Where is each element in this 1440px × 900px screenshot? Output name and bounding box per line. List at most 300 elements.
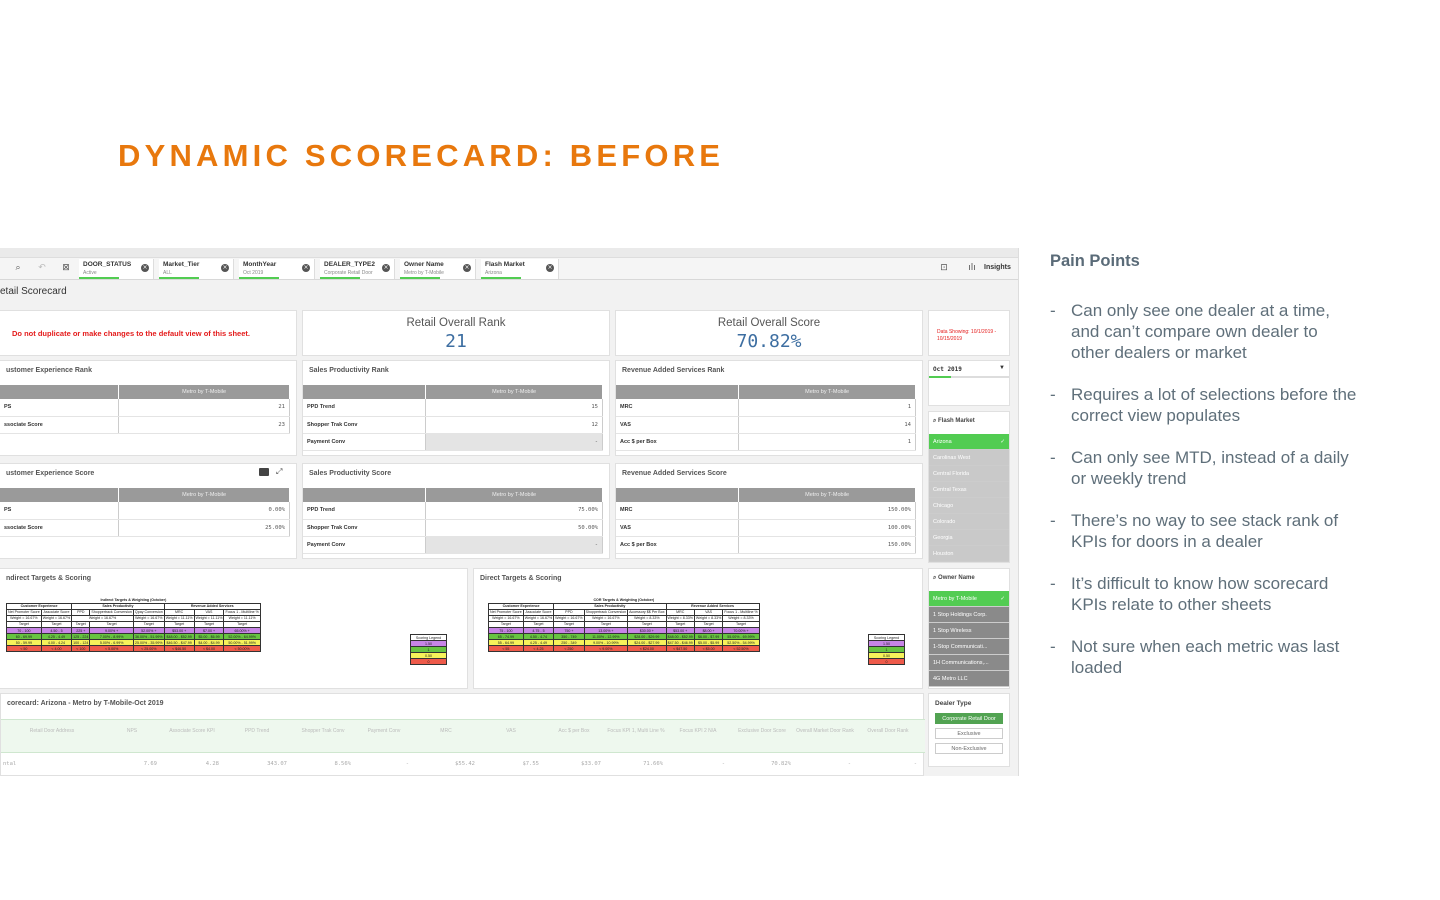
selection-chip[interactable]	[320, 259, 395, 279]
column-header[interactable]: NPS	[126, 728, 138, 734]
filter-item-label: 1 Stop Holdings Corp.	[933, 612, 987, 618]
chip-field: Flash Market	[485, 261, 525, 268]
target-cell: 9.00% +	[90, 627, 134, 633]
table-title: corecard: Arizona - Metro by T-Mobile-Oct 2019	[7, 700, 164, 707]
total-cell: 343.07	[267, 761, 287, 767]
metric-header: Net Promoter Score	[490, 610, 522, 615]
column-header[interactable]: Overall Market Door Rank	[796, 728, 854, 734]
table-row	[0, 502, 290, 519]
metric-table	[303, 488, 603, 554]
data-showing-text: Data Showing: 10/1/2019 - 10/15/2019	[937, 329, 997, 342]
metric-header: MRC	[164, 609, 194, 615]
target-cell: 225 +	[72, 627, 90, 633]
direct-targets-panel	[473, 568, 923, 689]
target-cell: < 55	[489, 646, 524, 652]
target-cell: $6.00 - $7.99	[694, 634, 722, 640]
weight-cell: Weight = 16.67%	[555, 616, 583, 621]
weight-cell: Weight = 11.11%	[165, 616, 193, 621]
rank-panel	[0, 360, 297, 456]
column-header[interactable]: Retail Door Address	[29, 728, 75, 734]
metric-header: PPD	[72, 609, 90, 615]
target-label: Target	[133, 621, 164, 627]
target-label: Target	[164, 621, 194, 627]
target-cell: 750 +	[554, 627, 584, 633]
column-header[interactable]: Acc $ per Box	[558, 728, 590, 734]
metric-header: Associate Score	[41, 609, 71, 615]
target-cell: 11.00% - 12.99%	[584, 634, 628, 640]
total-cell: $55.42	[455, 761, 475, 767]
overall-score-kpi	[615, 310, 923, 356]
target-cell: $7.00 +	[194, 627, 224, 633]
clear-selections-icon[interactable]: ⊠	[62, 263, 70, 273]
close-icon[interactable]: ×	[303, 264, 309, 271]
bullet-dash: -	[1050, 301, 1056, 320]
column-header: Metro by T-Mobile	[119, 488, 290, 502]
chip-field: Owner Name	[404, 261, 444, 268]
selection-chip[interactable]	[400, 259, 476, 279]
kpi-label: Retail Overall Rank	[406, 317, 506, 329]
pain-point-text: Not sure when each metric was last loaded	[1071, 637, 1340, 677]
metric-header: Accessory $$ Per Box	[629, 610, 665, 615]
chip-field: DEALER_TYPE2	[324, 261, 375, 268]
app-toolbar	[0, 248, 1019, 258]
owner-name-label: Owner Name	[938, 575, 975, 581]
target-cell: $46.50 - $47.99	[164, 640, 194, 646]
search-icon[interactable]: ⌕	[933, 575, 939, 581]
chip-value: Corporate Retail Door	[324, 270, 373, 276]
pain-point-item	[1050, 447, 1360, 489]
filter-item-label: 1H Communications,...	[933, 660, 989, 666]
rank-panel	[302, 360, 610, 456]
target-cell: 52.00% - 64.99%	[224, 634, 260, 640]
selection-state-bar	[239, 277, 279, 279]
chip-value: Oct 2019	[243, 270, 264, 276]
target-cell: $53.00 +	[666, 627, 694, 633]
metric-value: 1	[739, 433, 916, 450]
filter-item-label: Central Texas	[933, 487, 967, 493]
pain-point-text: Can only see one dealer at a time, and can’t compare own dealer to other dealers or market	[1071, 301, 1330, 362]
targets-caption: COR Targets & Weighting (October)	[489, 597, 760, 603]
target-cell: 4.25 - 4.49	[523, 640, 553, 646]
column-header[interactable]: Shopper Trak Conv	[301, 728, 345, 734]
total-cell: -	[405, 761, 409, 767]
pain-point-text: It’s difficult to know how scorecard KPIs relate to other sheets	[1071, 574, 1329, 614]
legend-title: Scoring Legend	[411, 635, 447, 641]
filter-item[interactable]	[929, 655, 1009, 671]
target-cell: < $46.50	[164, 646, 194, 652]
warning-panel	[0, 310, 297, 356]
bullet-dash: -	[1050, 448, 1056, 467]
weight-cell: Weight = 8.33%	[695, 616, 722, 621]
target-cell: < $24.00	[628, 646, 666, 652]
group-header: Customer Experience	[489, 603, 554, 609]
selection-tool-icon[interactable]: ⊡	[940, 263, 948, 273]
target-cell: $24.00 - $27.99	[628, 640, 666, 646]
target-cell: $48.00 - $52.99	[164, 634, 194, 640]
selection-state-bar	[320, 277, 360, 279]
table-row	[616, 416, 916, 433]
total-cell: $33.07	[581, 761, 601, 767]
pain-point-item	[1050, 510, 1360, 552]
target-cell: 70.00% +	[723, 627, 759, 633]
filter-item-label: Colorado	[933, 519, 956, 525]
selection-state-bar	[79, 277, 119, 279]
target-cell: 100 - 124	[73, 640, 89, 645]
sheet-title: etail Scorecard	[0, 286, 67, 297]
target-cell: 36.00% - 51.99%	[135, 634, 163, 639]
kpi-label: Retail Overall Score	[717, 317, 821, 329]
column-header: Metro by T-Mobile	[426, 488, 603, 502]
snapshot-icon[interactable]	[259, 468, 269, 476]
metric-label: PS	[0, 502, 119, 519]
smart-search-icon[interactable]: ⌕	[15, 263, 21, 273]
flash-market-filter[interactable]	[928, 411, 1010, 563]
metric-label: Payment Conv	[303, 536, 426, 553]
dealer-type-filter[interactable]	[928, 693, 1010, 767]
kpi-value: 21	[445, 331, 467, 352]
metric-table	[0, 385, 290, 434]
target-label: Target	[523, 621, 553, 627]
target-cell: < $4.00	[194, 646, 224, 652]
target-row	[489, 646, 760, 652]
filter-item[interactable]	[929, 591, 1009, 607]
metric-header: PPD	[554, 609, 584, 615]
target-label: Target	[694, 621, 722, 627]
column-header[interactable]: Payment Conv	[367, 728, 401, 734]
table-row	[0, 399, 290, 416]
month-filter[interactable]	[928, 360, 1010, 406]
column-header: Metro by T-Mobile	[119, 385, 290, 399]
legend-value: 1.50	[411, 641, 447, 647]
filter-item[interactable]	[929, 623, 1009, 639]
chip-field: DOOR_STATUS	[83, 261, 132, 268]
target-label: Target	[584, 621, 628, 627]
bullet-dash: -	[1050, 637, 1056, 656]
column-header[interactable]: Exclusive Door Score	[738, 728, 786, 734]
filter-item-label: 1-Stop Communicati...	[933, 644, 988, 650]
filter-item-label: Chicago	[933, 503, 954, 509]
bullet-dash: -	[1050, 574, 1056, 593]
weight-cell: Weight = 11.11%	[195, 616, 223, 621]
filter-item-label: Metro by T-Mobile	[933, 596, 977, 602]
target-cell: < 100	[72, 646, 90, 652]
metric-label: ssociate Score	[0, 416, 119, 433]
filter-item[interactable]	[929, 434, 1009, 450]
target-cell: 25.00% - 35.99%	[135, 640, 163, 645]
data-showing-panel	[928, 310, 1010, 356]
target-cell: $30.00 +	[628, 627, 666, 633]
filter-item[interactable]	[929, 639, 1009, 655]
metric-label: MRC	[616, 502, 739, 519]
metric-label: Payment Conv	[303, 433, 426, 450]
target-label: Target	[72, 621, 90, 627]
weight-cell: Weight = 16.67%	[584, 615, 628, 621]
table-row	[303, 536, 603, 553]
close-icon[interactable]: ×	[222, 264, 228, 271]
total-cell: 7.69	[143, 761, 157, 767]
selection-chip[interactable]	[481, 259, 559, 279]
filter-item[interactable]	[929, 450, 1009, 466]
scoring-legend	[410, 634, 447, 665]
filter-item[interactable]	[929, 466, 1009, 482]
group-header: Sales Productivity	[72, 603, 165, 609]
target-label: Target	[628, 621, 666, 627]
selection-state-bar	[159, 277, 199, 279]
pain-point-item	[1050, 573, 1360, 615]
metric-value: 12	[426, 416, 603, 433]
pain-point-text: Can only see MTD, instead of a daily or weekly trend	[1071, 448, 1349, 488]
table-row	[303, 502, 603, 519]
group-header: Customer Experience	[7, 603, 72, 609]
target-cell: 70 - 100	[7, 627, 42, 633]
target-cell: 4.50 - 4.74	[523, 634, 553, 640]
door-scorecard-table	[0, 693, 924, 776]
filter-item-label: Arizona	[933, 439, 952, 445]
filter-item-label: 1 Stop Wireless	[933, 628, 972, 634]
metric-value: -	[426, 536, 603, 553]
column-header: Metro by T-Mobile	[739, 385, 916, 399]
metric-value: 150.00%	[739, 536, 916, 553]
target-cell: $53.00 +	[164, 627, 194, 633]
selections-bar	[0, 258, 1019, 280]
column-header[interactable]: MRC	[440, 728, 452, 734]
target-cell: < $5.00	[694, 646, 722, 652]
column-header[interactable]: VAS	[506, 728, 516, 734]
target-cell: 4.00 - 4.24	[41, 640, 71, 646]
chip-value: Arizona	[485, 270, 502, 276]
indirect-targets-panel	[0, 568, 468, 689]
filter-item[interactable]	[929, 546, 1009, 562]
weight-cell: Weight = 16.67%	[489, 615, 524, 621]
insights-icon[interactable]: ılı	[968, 263, 976, 273]
target-label: Target	[90, 621, 134, 627]
target-cell: < 4.00	[41, 646, 71, 652]
target-label: Target	[666, 621, 694, 627]
metric-label: PPD Trend	[303, 502, 426, 519]
selection-chip[interactable]	[239, 259, 315, 279]
selection-chip[interactable]	[159, 259, 234, 279]
target-cell: < 52.50%	[723, 646, 759, 652]
warning-text: Do not duplicate or make changes to the default view of this sheet.	[12, 329, 250, 338]
legend-value: 0.50	[411, 653, 447, 659]
group-header: Revenue Added Services	[666, 603, 759, 609]
filter-item[interactable]	[929, 514, 1009, 530]
slide-title: DYNAMIC SCORECARD: BEFORE	[118, 138, 725, 173]
filter-item[interactable]	[929, 607, 1009, 623]
panel-title: Revenue Added Services Rank	[622, 367, 725, 374]
metric-label: Shopper Trak Conv	[303, 416, 426, 433]
metric-value: 23	[119, 416, 290, 433]
column-header[interactable]: Overall Door Rank	[867, 728, 909, 734]
target-cell: 4.25 - 4.49	[41, 634, 71, 640]
kpi-value: 70.82%	[736, 331, 802, 352]
filter-item[interactable]	[929, 671, 1009, 687]
table-row	[303, 519, 603, 536]
pain-point-item	[1050, 636, 1360, 678]
dealer-type-option[interactable]: Exclusive	[935, 728, 1003, 739]
target-cell: $28.00 - $29.99	[628, 634, 666, 640]
expand-icon[interactable]: ⤢	[276, 467, 283, 476]
metric-table	[303, 385, 603, 451]
panel-title: ustomer Experience Score	[6, 470, 95, 477]
score-panel	[302, 463, 610, 559]
target-cell: < 50	[7, 646, 42, 652]
metric-table	[616, 488, 916, 554]
legend-value: 1	[869, 647, 905, 653]
metric-label: VAS	[616, 416, 739, 433]
column-header[interactable]: Associate Score KPI	[169, 728, 215, 734]
pain-point-item	[1050, 384, 1360, 426]
column-header[interactable]: Focus KPI 1, Multi Line %	[607, 728, 665, 734]
target-cell: < 4.25	[523, 646, 553, 652]
metric-value: 75.00%	[426, 502, 603, 519]
chevron-down-icon[interactable]: ▼	[999, 365, 1005, 371]
close-icon[interactable]: ×	[383, 264, 389, 271]
dealer-type-label: Dealer Type	[935, 700, 972, 707]
metric-label: ssociate Score	[0, 519, 119, 536]
table-row	[303, 433, 603, 450]
legend-value: 1	[411, 647, 447, 653]
target-label: Target	[489, 621, 524, 627]
check-icon: ✓	[1000, 596, 1005, 602]
scorecard-screenshot	[0, 248, 1019, 776]
panel-title: ustomer Experience Rank	[6, 367, 92, 374]
target-cell: < 5.00%	[90, 646, 134, 652]
panel-title: Revenue Added Services Score	[622, 470, 727, 477]
dealer-type-option[interactable]: Non-Exclusive	[935, 743, 1003, 754]
metric-header: Focus 1 - Multiline %	[724, 610, 758, 615]
pain-point-text: Requires a lot of selections before the correct view populates	[1071, 385, 1357, 425]
scoring-legend	[868, 634, 905, 665]
total-cell: ntal	[3, 761, 17, 767]
score-panel	[0, 463, 297, 559]
target-cell: < 9.00%	[584, 646, 628, 652]
target-cell: 4.75 - 5	[523, 627, 553, 633]
column-header[interactable]: PPD Trend	[244, 728, 270, 734]
target-label: Target	[723, 621, 759, 627]
filter-item-label: Houston	[933, 551, 954, 557]
weight-cell: Weight = 11.11%	[224, 615, 260, 621]
filter-item-label: Carolinas West	[933, 455, 971, 461]
weight-cell: Weight = 16.67%	[7, 615, 42, 621]
target-cell: 7.00% - 8.99%	[90, 634, 134, 640]
metric-label: Shopper Trak Conv	[303, 519, 426, 536]
target-cell: 52.00% +	[133, 627, 164, 633]
metric-header: Shoppertrack Conversion	[91, 610, 132, 615]
filter-item[interactable]	[929, 530, 1009, 546]
column-header: Metro by T-Mobile	[426, 385, 603, 399]
metric-value: -	[426, 433, 603, 450]
search-icon[interactable]: ⌕	[933, 418, 939, 424]
panel-title: Direct Targets & Scoring	[480, 575, 562, 582]
metric-value: 1	[739, 399, 916, 416]
close-icon[interactable]: ×	[547, 264, 553, 271]
target-cell: $8.00 +	[694, 627, 722, 633]
column-header[interactable]: Focus KPI 2 N/A	[679, 728, 717, 734]
total-cell: -	[721, 761, 725, 767]
total-cell: 70.82%	[771, 761, 791, 767]
filter-item[interactable]	[929, 498, 1009, 514]
target-cell: 60 - 69.99	[7, 634, 42, 640]
filter-item[interactable]	[929, 482, 1009, 498]
close-icon[interactable]: ×	[142, 264, 148, 271]
metric-label: VAS	[616, 519, 739, 536]
targets-table	[488, 597, 760, 652]
metric-header: Net Promoter Score	[8, 610, 40, 615]
table-row	[303, 399, 603, 416]
insights-button[interactable]: Insights	[984, 264, 1011, 271]
target-label: Target	[7, 621, 42, 627]
pain-points-list	[1050, 300, 1360, 699]
step-back-icon[interactable]: ↶	[38, 263, 46, 273]
metric-value: 100.00%	[739, 519, 916, 536]
metric-value: 14	[739, 416, 916, 433]
target-cell: 65.00% +	[224, 627, 260, 633]
target-cell: 50.00% - 51.99%	[224, 640, 260, 646]
total-cell: 8.56%	[334, 761, 351, 767]
legend-title: Scoring Legend	[869, 635, 905, 641]
metric-label: PPD Trend	[303, 399, 426, 416]
flash-market-label: Flash Market	[938, 418, 975, 424]
legend-value: 0	[869, 659, 905, 665]
metric-header: MRC	[666, 609, 694, 615]
target-label: Target	[554, 621, 584, 627]
legend-value: 1.50	[869, 641, 905, 647]
target-cell: < $47.50	[666, 646, 694, 652]
panel-title: Sales Productivity Rank	[309, 367, 389, 374]
month-dropdown-value[interactable]: Oct 2019	[933, 366, 962, 373]
selection-state-bar	[481, 277, 521, 279]
weight-cell: Weight = 8.33%	[723, 615, 759, 621]
metric-label: Acc $ per Box	[616, 536, 739, 553]
chip-value: Metro by T-Mobile	[404, 270, 444, 276]
target-label: Target	[41, 621, 71, 627]
owner-name-filter[interactable]	[928, 568, 1010, 689]
target-cell: 55 - 64.99	[489, 640, 524, 646]
target-cell: 65 - 74.99	[489, 634, 524, 640]
chip-value: ALL	[163, 270, 172, 276]
target-cell: $5.00 - $6.99	[194, 634, 224, 640]
filter-item-label: Central Florida	[933, 471, 970, 477]
metric-value: 0.00%	[119, 502, 290, 519]
pain-point-text: There’s no way to see stack rank of KPIs for doors in a dealer	[1071, 511, 1339, 551]
table-row	[616, 502, 916, 519]
weight-cell: Weight = 16.67%	[135, 616, 163, 621]
dealer-type-option[interactable]: Corporate Retail Door	[935, 713, 1003, 724]
group-header: Sales Productivity	[554, 603, 666, 609]
weight-cell: Weight = 8.33%	[628, 615, 666, 621]
target-cell: $48.00 - $52.99	[667, 634, 693, 639]
score-panel	[615, 463, 923, 559]
filter-item-label: Georgia	[933, 535, 953, 541]
total-cell: 71.66%	[643, 761, 663, 767]
metric-value: 50.00%	[426, 519, 603, 536]
target-cell: $5.00 - $5.99	[694, 640, 722, 646]
table-row	[303, 416, 603, 433]
legend-value: 0.50	[869, 653, 905, 659]
total-cell: -	[913, 761, 917, 767]
weight-cell: Weight = 8.33%	[667, 616, 693, 621]
pain-points-title: Pain Points	[1050, 252, 1140, 270]
targets-table	[6, 597, 261, 652]
target-cell: $47.50 - $46.99	[667, 640, 693, 645]
target-cell: $4.00 - $4.99	[194, 640, 224, 646]
target-label: Target	[224, 621, 260, 627]
target-cell: < 50.00%	[224, 646, 260, 652]
close-icon[interactable]: ×	[464, 264, 470, 271]
selection-chip[interactable]	[79, 259, 154, 279]
metric-header: Focus 1 - Multiline %	[225, 610, 259, 615]
